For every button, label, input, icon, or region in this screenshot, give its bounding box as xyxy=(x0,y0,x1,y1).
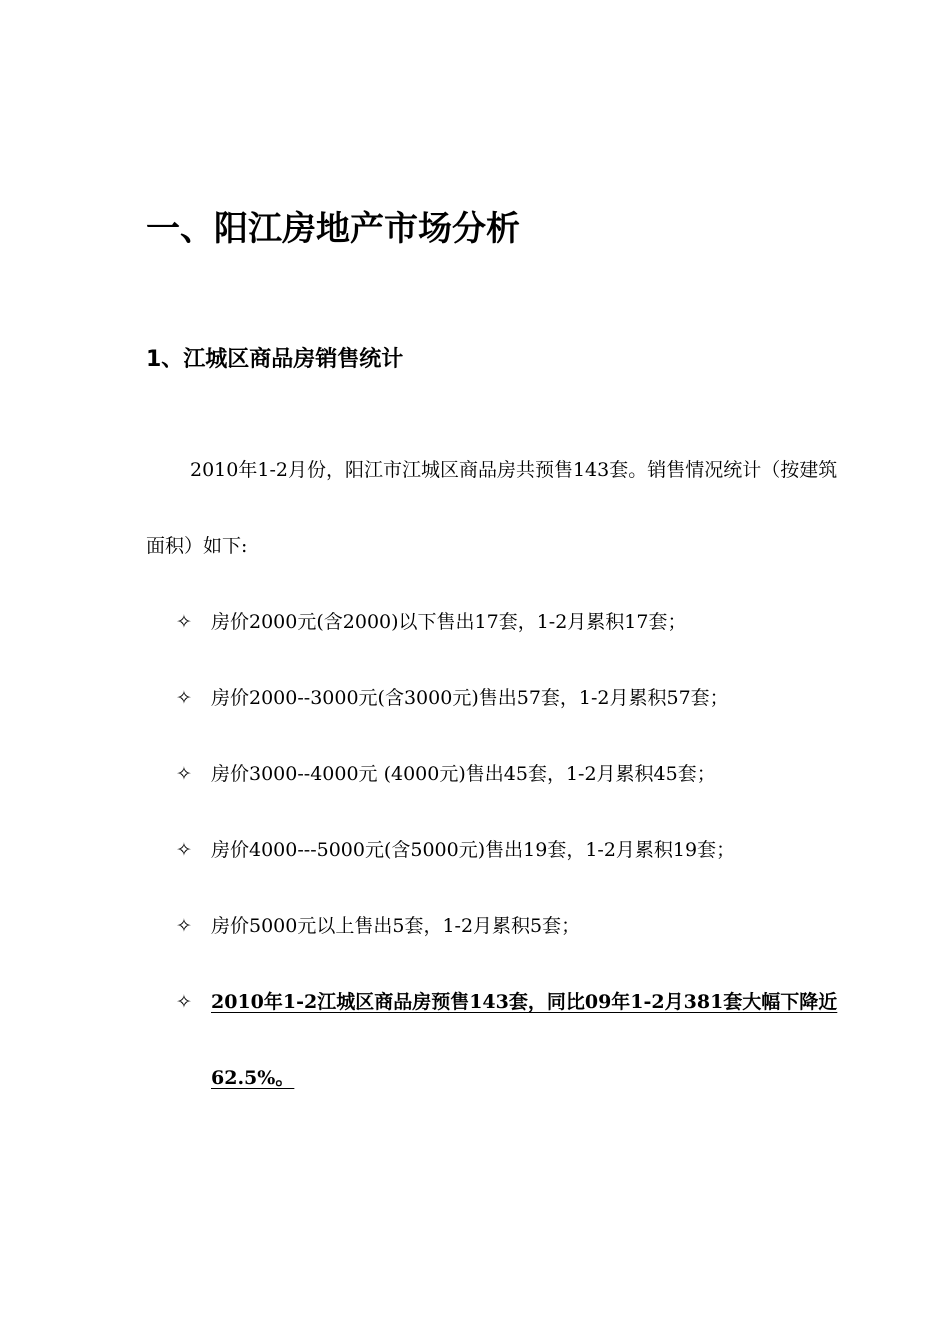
star-bullet-icon: ✧ xyxy=(176,687,192,709)
page-title: 一、阳江房地产市场分析 xyxy=(146,209,520,249)
list-item xyxy=(176,888,850,964)
star-bullet-icon: ✧ xyxy=(176,763,192,785)
sales-stat-list xyxy=(176,584,850,1116)
summary-text: 2010年1-2江城区商品房预售143套，同比09年1-2月381套大幅下降近62.5%。 xyxy=(211,991,838,1089)
list-item-text: 房价5000元以上售出5套，1-2月累积5套； xyxy=(211,915,581,937)
list-item-text: 房价4000---5000元(含5000元)售出19套，1-2月累积19套； xyxy=(211,839,736,861)
star-bullet-icon: ✧ xyxy=(176,915,192,937)
list-item xyxy=(176,584,850,660)
list-item xyxy=(176,660,850,736)
intro-paragraph: 2010年1-2月份，阳江市江城区商品房共预售143套。销售情况统计（按建筑面积）如下: xyxy=(146,459,838,557)
list-item-text: 房价2000--3000元(含3000元)售出57套，1-2月累积57套； xyxy=(211,687,729,709)
list-item-text: 房价3000--4000元 (4000元)售出45套，1-2月累积45套； xyxy=(211,763,716,785)
list-item xyxy=(176,812,850,888)
list-item xyxy=(176,736,850,812)
star-bullet-icon: ✧ xyxy=(176,991,192,1013)
summary-item xyxy=(176,964,850,1116)
star-bullet-icon: ✧ xyxy=(176,839,192,861)
list-item-text: 房价2000元(含2000)以下售出17套，1-2月累积17套； xyxy=(211,611,687,633)
section-heading: 1、江城区商品房销售统计 xyxy=(146,347,404,372)
star-bullet-icon: ✧ xyxy=(176,611,192,633)
